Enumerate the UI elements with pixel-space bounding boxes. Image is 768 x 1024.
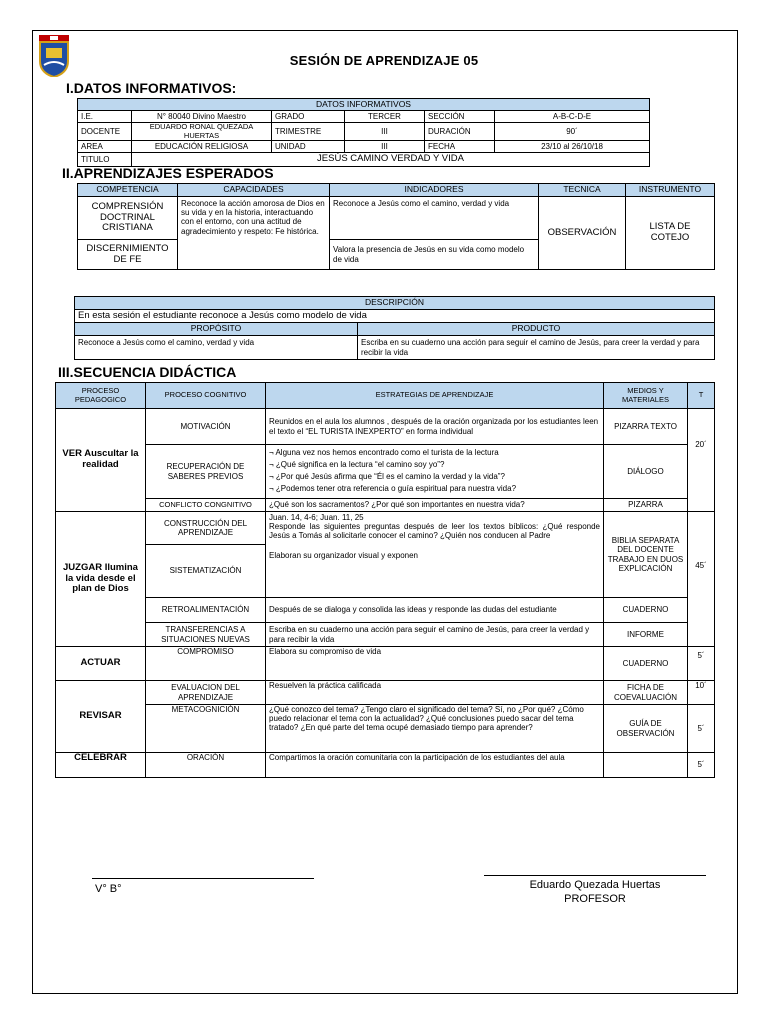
datos-cell: N° 80040 Divino Maestro	[132, 111, 272, 123]
medios-juzgar: BIBLIA SEPARATA DEL DOCENTE TRABAJO EN DUOS EXPLICACIÓN	[604, 512, 688, 598]
medios-motivacion: PIZARRA TEXTO	[604, 409, 688, 445]
titulo-value: JESÚS CAMINO VERDAD Y VIDA	[132, 153, 650, 167]
datos-table	[77, 98, 650, 167]
medios-transf: INFORME	[604, 623, 688, 647]
titulo-label: TITULO	[78, 153, 132, 167]
tiempo-evaluacion: 10´	[688, 681, 715, 705]
secuencia-header-cell: T	[688, 383, 715, 409]
cognitivo-compromiso: COMPROMISO	[146, 647, 266, 681]
indicador-cell: Reconoce a Jesús como el camino, verdad y vida	[330, 197, 539, 240]
datos-cell: I.E.	[78, 111, 132, 123]
datos-cell: 90´	[495, 123, 650, 141]
indicador-cell: Valora la presencia de Jesús en su vida como modelo de vida	[330, 240, 539, 270]
datos-row	[78, 111, 650, 123]
datos-cell: UNIDAD	[272, 141, 345, 153]
signature-line-profesor	[484, 875, 706, 876]
proceso-actuar: ACTUAR	[56, 647, 146, 681]
estrategia-conflicto: ¿Qué son los sacramentos? ¿Por qué son importantes en nuestra vida?	[266, 499, 604, 512]
producto-text: Escriba en su cuaderno una acción para seguir el camino de Jesús, para creer la verdad y para recibir la vida	[358, 336, 715, 360]
descripcion-table	[74, 296, 715, 360]
list-item: ¬ ¿Qué significa en la lectura “el camino soy yo”?	[269, 459, 445, 469]
aprendizajes-header-cell: COMPETENCIA	[78, 184, 178, 197]
datos-cell: AREA	[78, 141, 132, 153]
sistematizacion-texto: Elaboran su organizador visual y exponen	[269, 550, 418, 560]
instrumento-cell: LISTA DE COTEJO	[626, 197, 715, 270]
medios-compromiso: CUADERNO	[604, 647, 688, 681]
cognitivo-recuperacion: RECUPERACIÓN DE SABERES PREVIOS	[146, 445, 266, 499]
datos-row	[78, 123, 650, 141]
estrategia-motivacion: Reunidos en el aula los alumnos , después de la oración organizada por los estudiantes leen el texto el “EL TURISTA INEXPERTO” en forma individual	[266, 409, 604, 445]
tiempo-juzgar: 45´	[688, 512, 715, 647]
section-secuencia: III.SECUENCIA DIDÁCTICA	[58, 364, 237, 380]
cognitivo-retro: RETROALIMENTACIÓN	[146, 598, 266, 623]
datos-cell: A-B-C-D-E	[495, 111, 650, 123]
medios-conflicto: PIZARRA	[604, 499, 688, 512]
datos-cell: III	[345, 123, 425, 141]
section-aprendizajes: II.APRENDIZAJES ESPERADOS	[62, 165, 274, 181]
datos-cell: TRIMESTRE	[272, 123, 345, 141]
competencia-cell: DISCERNIMIENTO DE FE	[78, 240, 178, 270]
tiempo-celebrar: 5´	[688, 753, 715, 778]
estrategia-transf: Escriba en su cuaderno una acción para seguir el camino de Jesús, para creer la verdad y para recibir la vida	[266, 623, 604, 647]
cognitivo-evaluacion: EVALUACION DEL APRENDIZAJE	[146, 681, 266, 705]
estrategia-retro: Después de se dialoga y consolida las ideas y responde las dudas del estudiante	[266, 598, 604, 623]
proceso-juzgar: JUZGAR Ilumina la vida desde el plan de Dios	[56, 512, 146, 647]
proceso-ver: VER Auscultar la realidad	[56, 409, 146, 512]
estrategia-oracion: Compartimos la oración comunitaria con la participación de los estudiantes del aula	[266, 753, 604, 778]
datos-cell: SECCIÓN	[425, 111, 495, 123]
cognitivo-conflicto: CONFLICTO CONGNITIVO	[146, 499, 266, 512]
estrategia-construccion	[266, 512, 604, 598]
datos-cell: DOCENTE	[78, 123, 132, 141]
list-item: ¬ ¿Podemos tener otra referencia o guía espiritual para nuestra vida?	[269, 484, 517, 494]
signature-line-vb	[92, 878, 314, 879]
datos-cell: GRADO	[272, 111, 345, 123]
datos-header: DATOS INFORMATIVOS	[78, 99, 650, 111]
tiempo-meta: 5´	[688, 705, 715, 753]
tiempo-actuar: 5´	[688, 647, 715, 681]
descripcion-text: En esta sesión el estudiante reconoce a Jesús como modelo de vida	[75, 310, 715, 323]
aprendizajes-table	[77, 183, 715, 270]
section-datos-informativos: I.DATOS INFORMATIVOS:	[66, 80, 237, 96]
secuencia-header-cell: MEDIOS Y MATERIALES	[604, 383, 688, 409]
profesor-cargo: PROFESOR	[564, 893, 626, 905]
cognitivo-transf: TRANSFERENCIAS A SITUACIONES NUEVAS	[146, 623, 266, 647]
list-item: ¬ ¿Por qué Jesús afirma que “Él es el camino la verdad y la vida”?	[269, 472, 505, 481]
cognitivo-meta: METACOGNICIÓN	[146, 705, 266, 753]
medios-retro: CUADERNO	[604, 598, 688, 623]
aprendizajes-header-cell: INDICADORES	[330, 184, 539, 197]
medios-oracion	[604, 753, 688, 778]
capacidades-cell: Reconoce la acción amorosa de Dios en su vida y en la historia, interactuando con el entorno, con una actitud de agradecimiento y respeto: Fe histórica.	[178, 197, 330, 270]
proposito-text: Reconoce a Jesús como el camino, verdad y vida	[75, 336, 358, 360]
page-title: SESIÓN DE APRENDIZAJE 05	[289, 53, 479, 68]
cita-biblica: Juan. 14, 4-6; Juan. 11, 25	[269, 513, 364, 522]
datos-cell: 23/10 al 26/10/18	[495, 141, 650, 153]
secuencia-header-cell: PROCESO COGNITIVO	[146, 383, 266, 409]
aprendizajes-header-cell: INSTRUMENTO	[626, 184, 715, 197]
competencia-cell: COMPRENSIÓN DOCTRINAL CRISTIANA	[78, 197, 178, 240]
medios-meta: GUÍA DE OBSERVACIÓN	[604, 705, 688, 753]
datos-cell: TERCER	[345, 111, 425, 123]
proceso-revisar: REVISAR	[56, 681, 146, 753]
proceso-celebrar: CELEBRAR	[56, 753, 146, 778]
visto-bueno-label: V° B°	[95, 883, 122, 895]
medios-recuperacion: DIÁLOGO	[604, 445, 688, 499]
aprendizajes-header-cell: CAPACIDADES	[178, 184, 330, 197]
construccion-texto: Responde las siguientes preguntas después de leer los textos bíblicos: ¿Qué responde Jesús a Tomás al solicitarle conocer el camino? ¿Quién nos conducen al Padre	[269, 522, 600, 541]
tiempo-ver: 20´	[688, 409, 715, 512]
list-item: ¬ Alguna vez nos hemos encontrado como el turista de la lectura	[269, 447, 499, 457]
estrategia-meta: ¿Qué conozco del tema? ¿Tengo claro el significado del tema? Sí, no ¿Por qué? ¿Cómo puedo relacionar el tema con la actualidad? ¿Qué conclusiones puedo sacar del tema tratado? ¿En qué parte del tema ocupé demasiado tiempo para aprender?	[266, 705, 604, 753]
cognitivo-sistematizacion: SISTEMATIZACIÓN	[146, 545, 266, 598]
cognitivo-construccion: CONSTRUCCIÓN DEL APRENDIZAJE	[146, 512, 266, 545]
estrategia-compromiso: Elabora su compromiso de vida	[266, 647, 604, 681]
proposito-header: PROPÓSITO	[75, 323, 358, 336]
profesor-nombre: Eduardo Quezada Huertas	[529, 879, 661, 891]
secuencia-table	[55, 382, 715, 778]
datos-cell: EDUCACIÓN RELIGIOSA	[132, 141, 272, 153]
descripcion-header: DESCRIPCIÓN	[75, 297, 715, 310]
estrategia-evaluacion: Resuelven la práctica calificada	[266, 681, 604, 705]
cognitivo-motivacion: MOTIVACIÓN	[146, 409, 266, 445]
cognitivo-oracion: ORACIÓN	[146, 753, 266, 778]
datos-row	[78, 141, 650, 153]
producto-header: PRODUCTO	[358, 323, 715, 336]
secuencia-header-cell: ESTRATEGIAS DE APRENDIZAJE	[266, 383, 604, 409]
aprendizajes-header-cell: TECNICA	[539, 184, 626, 197]
secuencia-header-cell: PROCESO PEDAGOGICO	[56, 383, 146, 409]
estrategia-recuperacion	[266, 445, 604, 499]
datos-cell: III	[345, 141, 425, 153]
tecnica-cell: OBSERVACIÓN	[539, 197, 626, 270]
medios-evaluacion: FICHA DE COEVALUACIÓN	[604, 681, 688, 705]
datos-cell: FECHA	[425, 141, 495, 153]
datos-cell: DURACIÓN	[425, 123, 495, 141]
datos-cell: EDUARDO RONAL QUEZADA HUERTAS	[132, 123, 272, 141]
